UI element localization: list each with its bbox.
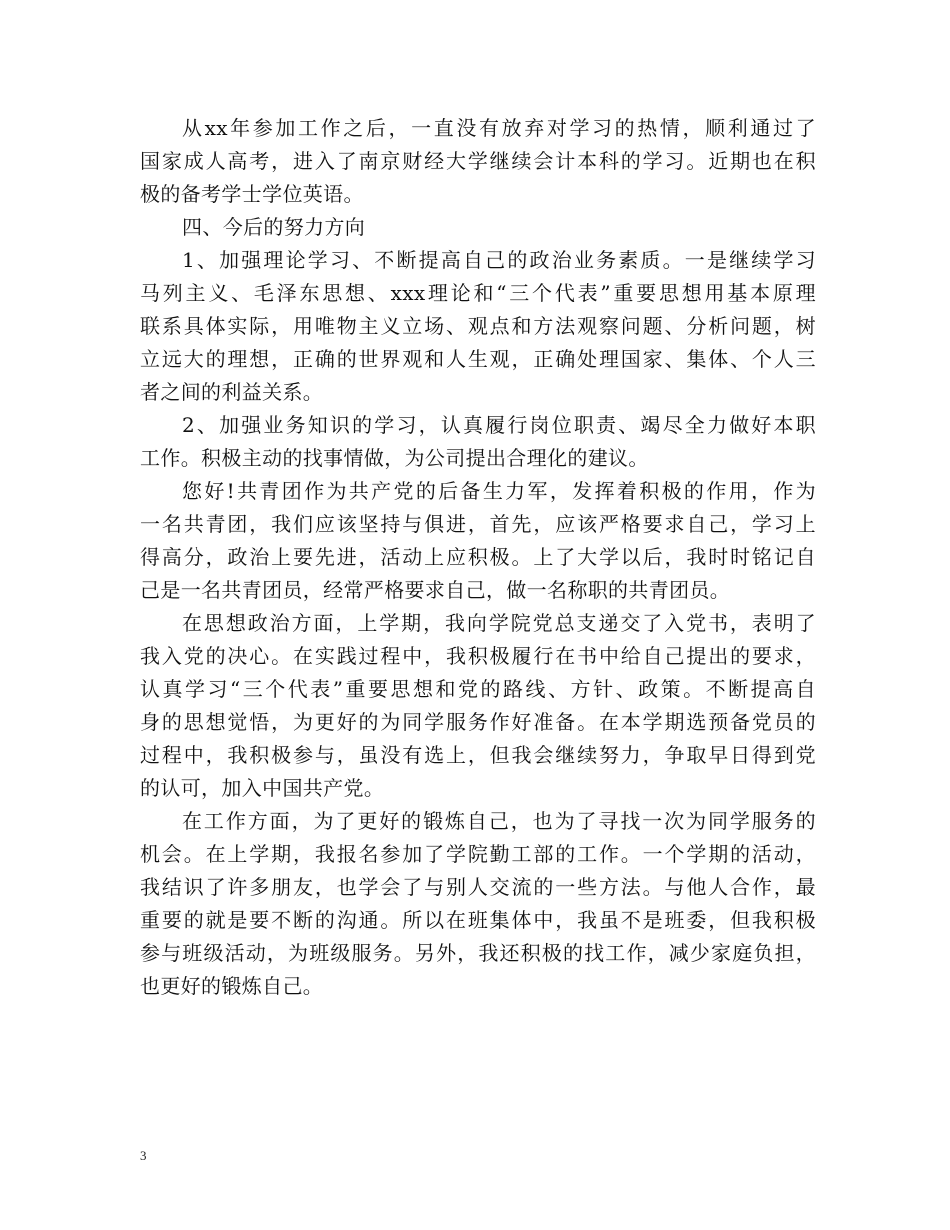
text-line: 2、加强业务知识的学习，认真履行岗位职责、竭尽全力做好本职	[182, 413, 816, 437]
text-line: 在工作方面，为了更好的锻炼自己，也为了寻找一次为同学服务的	[182, 809, 816, 833]
text-line: 得高分，政治上要先进，活动上应积极。上了大学以后，我时时铭记自	[140, 545, 816, 569]
paragraph-business	[140, 409, 816, 475]
section-heading	[140, 211, 816, 244]
text-line: 认真学习“三个代表”重要思想和党的路线、方针、政策。不断提高自	[140, 677, 816, 701]
text-line: 一名共青团，我们应该坚持与俱进，首先，应该严格要求自己，学习上	[140, 512, 816, 536]
paragraph-league	[140, 475, 816, 607]
paragraph-study	[140, 112, 816, 211]
text-line: 立远大的理想，正确的世界观和人生观，正确处理国家、集体、个人三	[140, 347, 816, 371]
text-line: 在思想政治方面，上学期，我向学院党总支递交了入党书，表明了	[182, 611, 816, 635]
text-line: 国家成人高考，进入了南京财经大学继续会计本科的学习。近期也在积	[140, 149, 816, 173]
text-line: 马列主义、毛泽东思想、xxx理论和“三个代表”重要思想用基本原理	[140, 281, 816, 305]
text-line: 工作。积极主动的找事情做，为公司提出合理化的建议。	[140, 446, 649, 470]
paragraph-theory	[140, 244, 816, 409]
text-line: 重要的就是要不断的沟通。所以在班集体中，我虽不是班委，但我积极	[140, 908, 816, 932]
paragraph-politics	[140, 607, 816, 805]
text-line: 极的备考学士学位英语。	[140, 182, 364, 206]
text-line: 参与班级活动，为班级服务。另外，我还积极的找工作，减少家庭负担，	[140, 941, 816, 965]
text-line: 者之间的利益关系。	[140, 380, 324, 404]
document-body	[140, 112, 816, 1003]
text-line: 1、加强理论学习、不断提高自己的政治业务素质。一是继续学习	[182, 248, 816, 272]
text-line: 我入党的决心。在实践过程中，我积极履行在书中给自己提出的要求，	[140, 644, 816, 668]
text-line: 过程中，我积极参与，虽没有选上，但我会继续努力，争取早日得到党	[140, 743, 816, 767]
text-line: 联系具体实际，用唯物主义立场、观点和方法观察问题、分析问题，树	[140, 314, 816, 338]
text-line: 的认可，加入中国共产党。	[140, 776, 385, 800]
text-line: 您好!共青团作为共产党的后备生力军，发挥着积极的作用，作为	[182, 479, 816, 503]
text-line: 四、今后的努力方向	[182, 215, 366, 239]
text-line: 机会。在上学期，我报名参加了学院勤工部的工作。一个学期的活动，	[140, 842, 816, 866]
paragraph-work	[140, 805, 816, 1003]
text-line: 身的思想觉悟，为更好的为同学服务作好准备。在本学期选预备党员的	[140, 710, 816, 734]
text-line: 也更好的锻炼自己。	[140, 974, 324, 998]
page-number: 3	[140, 1148, 147, 1163]
text-line: 我结识了许多朋友，也学会了与别人交流的一些方法。与他人合作，最	[140, 875, 816, 899]
text-line: 从xx年参加工作之后，一直没有放弃对学习的热情，顺利通过了	[182, 116, 816, 140]
text-line: 己是一名共青团员，经常严格要求自己，做一名称职的共青团员。	[140, 578, 731, 602]
